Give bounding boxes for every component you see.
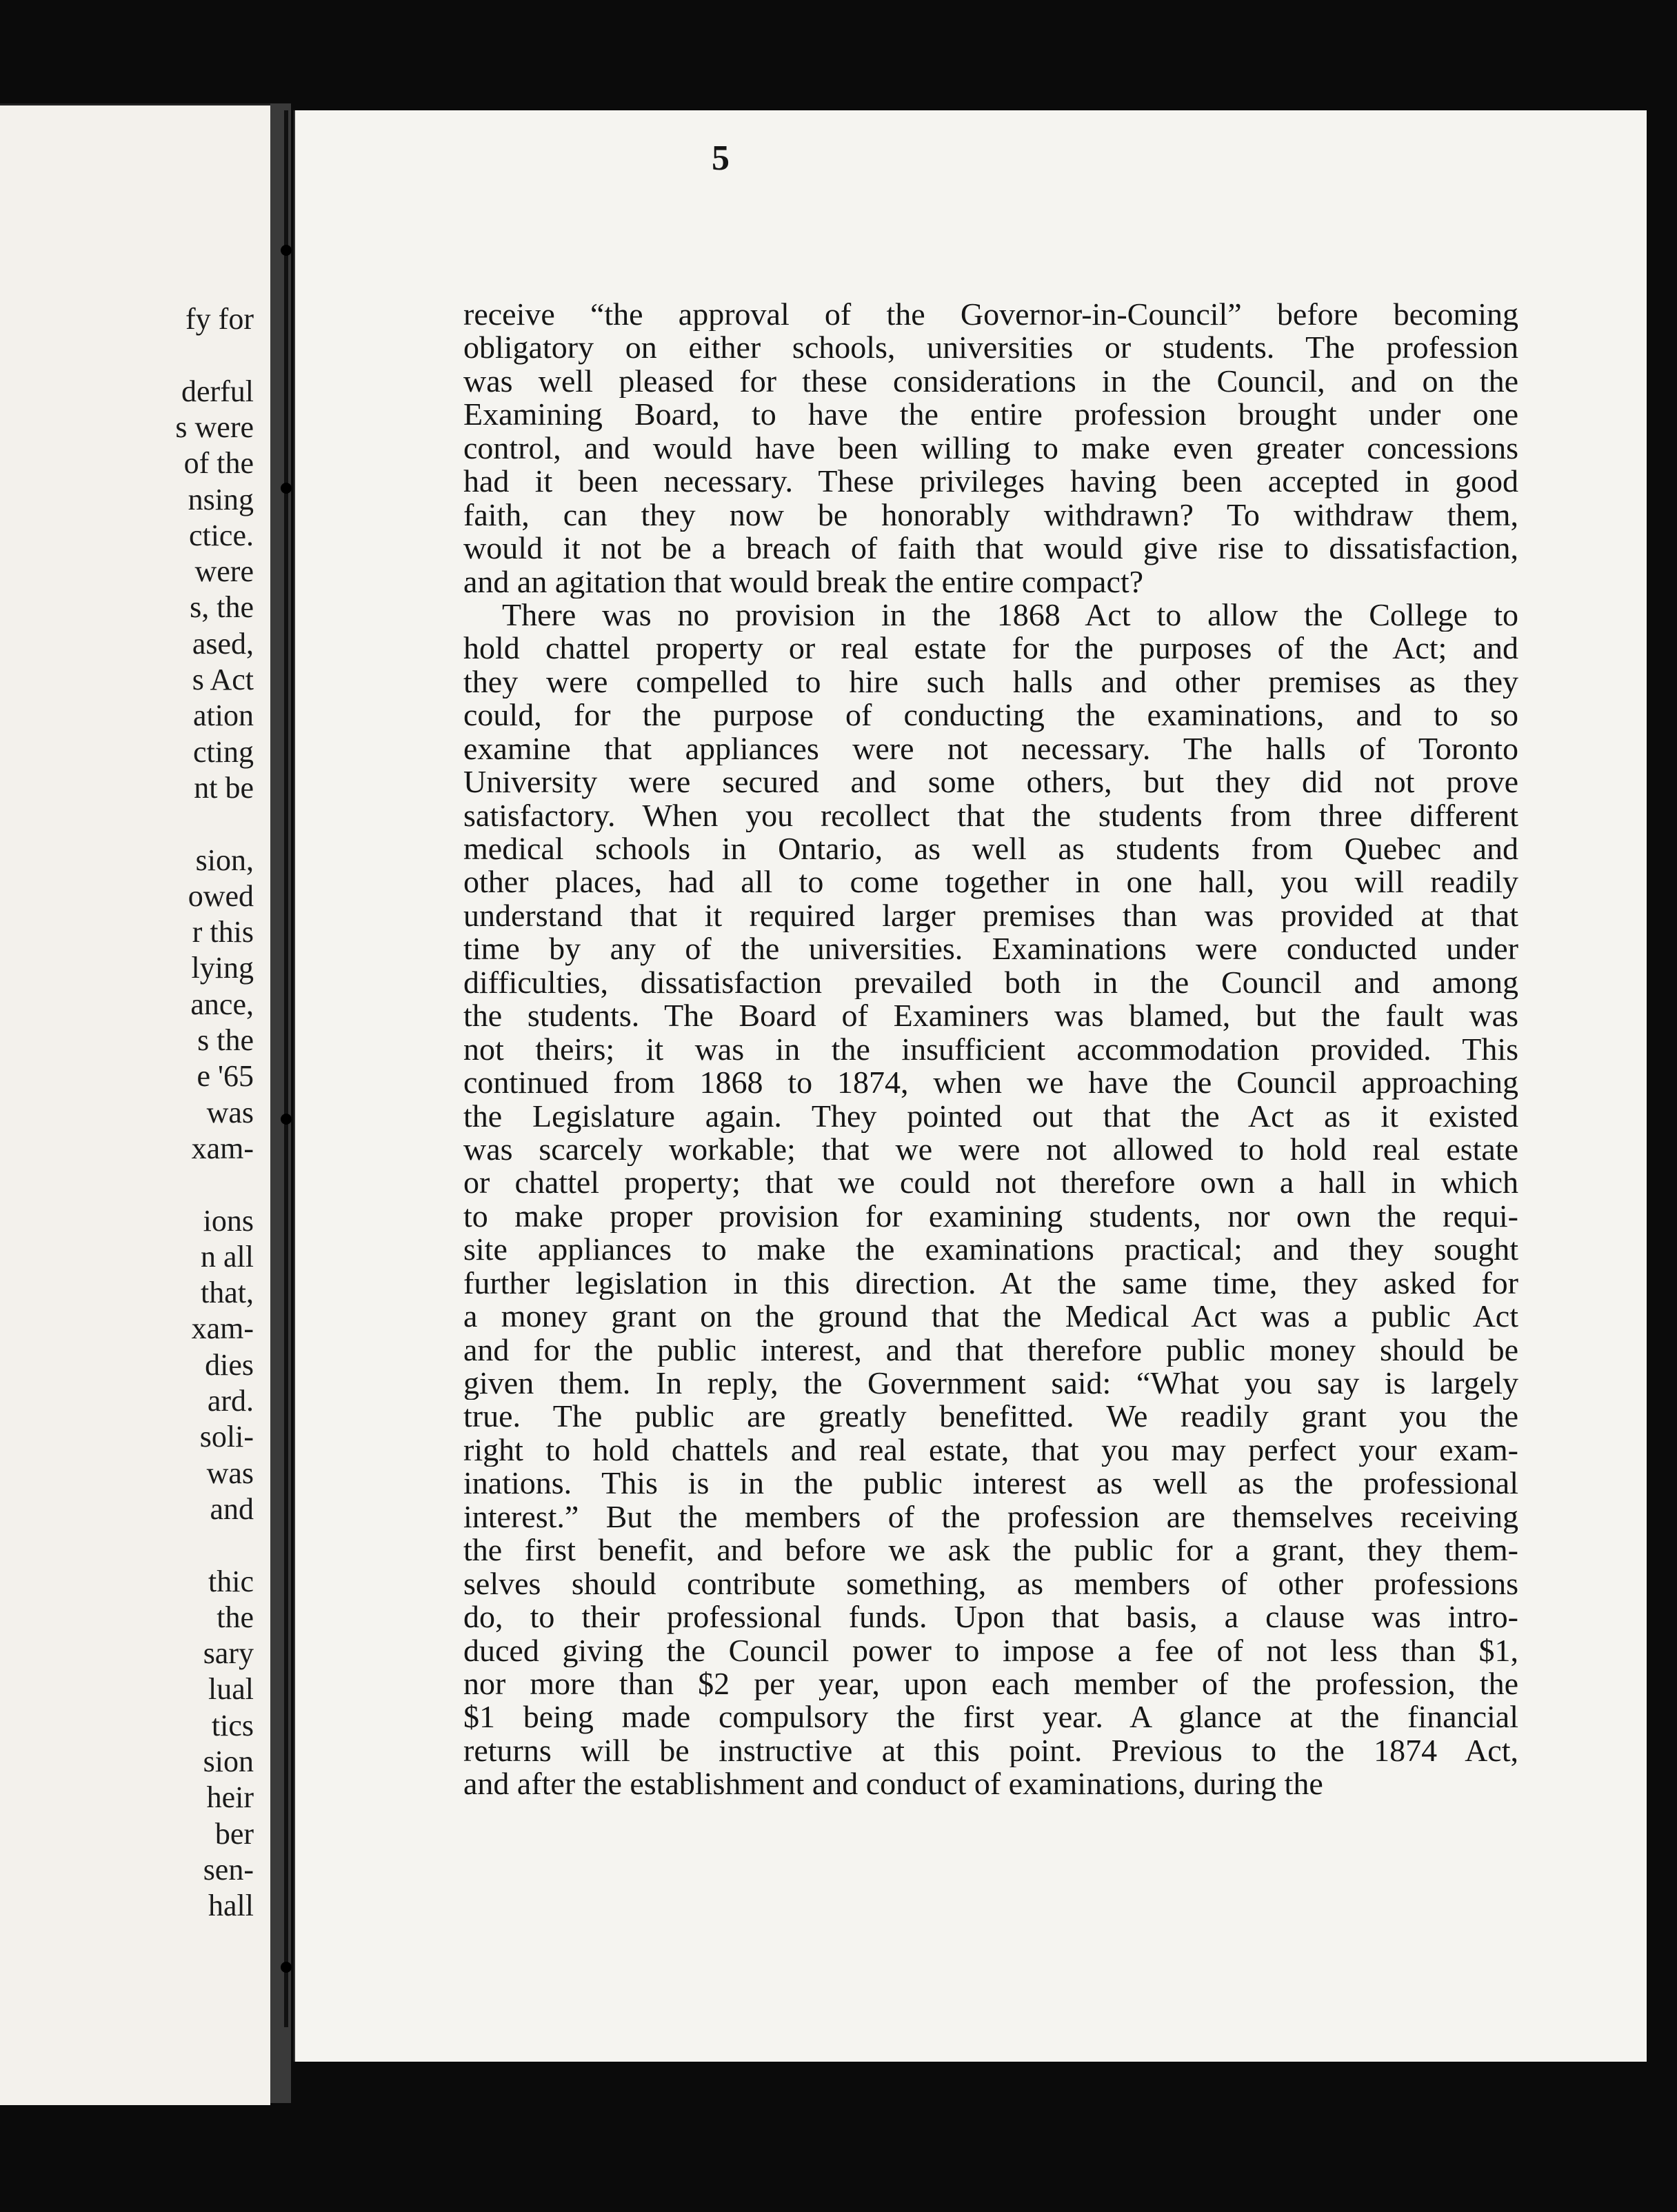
text-line: inations. This is in the public interest as well as the professional bbox=[463, 1467, 1518, 1500]
text-line: right to hold chattels and real estate, that you may perfect your exam- bbox=[463, 1433, 1518, 1467]
text-line: nor more than $2 per year, upon each member of the profession, the bbox=[463, 1667, 1518, 1701]
left-page-fragment: were bbox=[194, 554, 254, 589]
left-page-fragment: s Act bbox=[192, 663, 254, 696]
page-number: 5 bbox=[712, 139, 730, 178]
text-line: the first benefit, and before we ask the public for a grant, they them- bbox=[463, 1534, 1518, 1567]
text-line: Examining Board, to have the entire profession brought under one bbox=[463, 398, 1518, 432]
text-line: medical schools in Ontario, as well as students from Quebec and bbox=[463, 832, 1518, 866]
text-line: further legislation in this direction. At the same time, they asked for bbox=[463, 1266, 1518, 1300]
text-line: receive “the approval of the Governor-in-Council” before becoming bbox=[463, 298, 1518, 332]
left-page-fragment: fy for bbox=[185, 302, 254, 336]
text-line: to make proper provision for examining students, nor own the requi- bbox=[463, 1199, 1518, 1234]
left-page-fragment: derful bbox=[181, 374, 254, 408]
text-line: could, for the purpose of conducting the examinations, and to so bbox=[463, 698, 1518, 732]
text-line: selves should contribute something, as members of other professions bbox=[463, 1567, 1518, 1601]
left-page-fragment: nsing bbox=[188, 482, 254, 516]
left-page-fragment: the bbox=[217, 1600, 254, 1634]
left-page-fragment: e '65 bbox=[197, 1059, 254, 1094]
text-line: the Legislature again. They pointed out that the Act as it existed bbox=[463, 1099, 1518, 1133]
left-page-fragment: s were bbox=[175, 410, 254, 444]
left-page-fragment: ard. bbox=[207, 1384, 254, 1418]
text-line: do, to their professional funds. Upon that basis, a clause was intro- bbox=[463, 1600, 1518, 1634]
left-page-fragment: was bbox=[206, 1456, 254, 1490]
text-line: hold chattel property or real estate for the purposes of the Act; and bbox=[463, 632, 1518, 665]
staple-dot bbox=[281, 1962, 292, 1973]
left-page-fragment: and bbox=[210, 1491, 254, 1526]
left-page-fragment: ance, bbox=[190, 987, 254, 1021]
left-page-fragment: n all bbox=[201, 1239, 254, 1274]
left-page-fragment: heir bbox=[206, 1780, 254, 1815]
left-page-fragment: s the bbox=[197, 1023, 254, 1057]
text-line: had it been necessary. These privileges having been accepted in good bbox=[463, 465, 1518, 499]
text-line: time by any of the universities. Examinations were conducted under bbox=[463, 932, 1518, 966]
text-line: duced giving the Council power to impose a fee of not less than $1, bbox=[463, 1633, 1518, 1667]
left-page-fragment: ctice. bbox=[188, 518, 254, 552]
left-page-fragment: sion, bbox=[195, 843, 254, 877]
text-line: control, and would have been willing to make even greater concessions bbox=[463, 431, 1518, 465]
text-line: continued from 1868 to 1874, when we have the Council approaching bbox=[463, 1066, 1518, 1100]
left-page-fragment: owed bbox=[188, 878, 254, 913]
text-line: returns will be instructive at this point. Previous to the 1874 Act, bbox=[463, 1733, 1518, 1768]
text-line: was scarcely workable; that we were not allowed to hold real estate bbox=[463, 1132, 1518, 1167]
left-page-fragment: nt be bbox=[194, 770, 254, 805]
left-page-fragment: s, the bbox=[190, 590, 254, 625]
text-line: not theirs; it was in the insufficient accommodation provided. This bbox=[463, 1032, 1518, 1067]
left-page-fragment: of the bbox=[183, 446, 254, 481]
left-page-fragment: dies bbox=[205, 1347, 254, 1382]
text-line: satisfactory. When you recollect that the students from three different bbox=[463, 798, 1518, 832]
left-page-fragment: sary bbox=[203, 1636, 254, 1671]
text-line: was well pleased for these considerations in the Council, and on the bbox=[463, 364, 1518, 399]
left-page-fragment: was bbox=[206, 1095, 254, 1129]
left-page-fragment: lual bbox=[208, 1672, 254, 1707]
left-page-fragment: ation bbox=[193, 698, 254, 733]
left-page-fragment: hall bbox=[208, 1889, 254, 1923]
text-line: and an agitation that would break the entire compact? bbox=[463, 565, 1144, 599]
left-page-fragment: lying bbox=[191, 951, 254, 985]
left-page-fragment: xam- bbox=[191, 1131, 254, 1165]
text-line: site appliances to make the examinations practical; and they sought bbox=[463, 1233, 1518, 1267]
text-line: difficulties, dissatisfaction prevailed both in the Council and among bbox=[463, 965, 1518, 1000]
text-line: understand that it required larger premises than was provided at that bbox=[463, 898, 1518, 933]
left-page-fragment: ased, bbox=[192, 626, 254, 661]
text-line: examine that appliances were not necessary. The halls of Toronto bbox=[463, 732, 1518, 766]
text-line: they were compelled to hire such halls and other premises as they bbox=[463, 665, 1518, 699]
text-line: the students. The Board of Examiners was blamed, but the fault was bbox=[463, 999, 1518, 1033]
text-line: would it not be a breach of faith that would give rise to dissatisfaction, bbox=[463, 532, 1518, 565]
text-line: University were secured and some others, but they did not prove bbox=[463, 765, 1518, 799]
text-line: There was no provision in the 1868 Act to allow the College to bbox=[502, 598, 1518, 632]
text-line: $1 being made compulsory the first year. A glance at the financial bbox=[463, 1700, 1518, 1734]
text-line: given them. In reply, the Government said: “What you say is largely bbox=[463, 1367, 1518, 1400]
left-page-fragment: ions bbox=[203, 1203, 254, 1238]
text-line: interest.” But the members of the profession are themselves receiving bbox=[463, 1500, 1518, 1534]
staple-dot bbox=[281, 1114, 292, 1125]
text-line: true. The public are greatly benefitted. We readily grant you the bbox=[463, 1400, 1518, 1434]
left-page-fragment: cting bbox=[193, 734, 254, 769]
left-page-fragment: xam- bbox=[191, 1311, 254, 1346]
text-line: and for the public interest, and that therefore public money should be bbox=[463, 1333, 1518, 1367]
left-page-fragment: tics bbox=[211, 1708, 254, 1742]
staple-dot bbox=[281, 245, 292, 256]
staple-dot bbox=[281, 483, 292, 494]
left-page-fragment: r this bbox=[192, 915, 254, 949]
left-page-fragment: soli- bbox=[199, 1420, 254, 1454]
text-line: or chattel property; that we could not therefore own a hall in which bbox=[463, 1166, 1518, 1200]
text-line: other places, had all to come together in one hall, you will readily bbox=[463, 865, 1518, 899]
left-page bbox=[0, 103, 270, 2105]
text-line: and after the establishment and conduct of examinations, during the bbox=[463, 1767, 1323, 1801]
text-line: faith, can they now be honorably withdrawn? To withdraw them, bbox=[463, 498, 1518, 532]
left-page-fragment: thic bbox=[208, 1564, 254, 1598]
text-line: obligatory on either schools, universities or students. The profession bbox=[463, 331, 1518, 365]
binding-spine bbox=[284, 110, 288, 2027]
left-page-fragment: that, bbox=[201, 1276, 254, 1310]
left-page-fragment: sion bbox=[203, 1745, 254, 1778]
left-page-fragment: ber bbox=[214, 1816, 254, 1851]
left-page-fragment: sen- bbox=[203, 1852, 254, 1887]
body-text bbox=[463, 298, 1518, 1801]
text-line: a money grant on the ground that the Medical Act was a public Act bbox=[463, 1300, 1518, 1334]
